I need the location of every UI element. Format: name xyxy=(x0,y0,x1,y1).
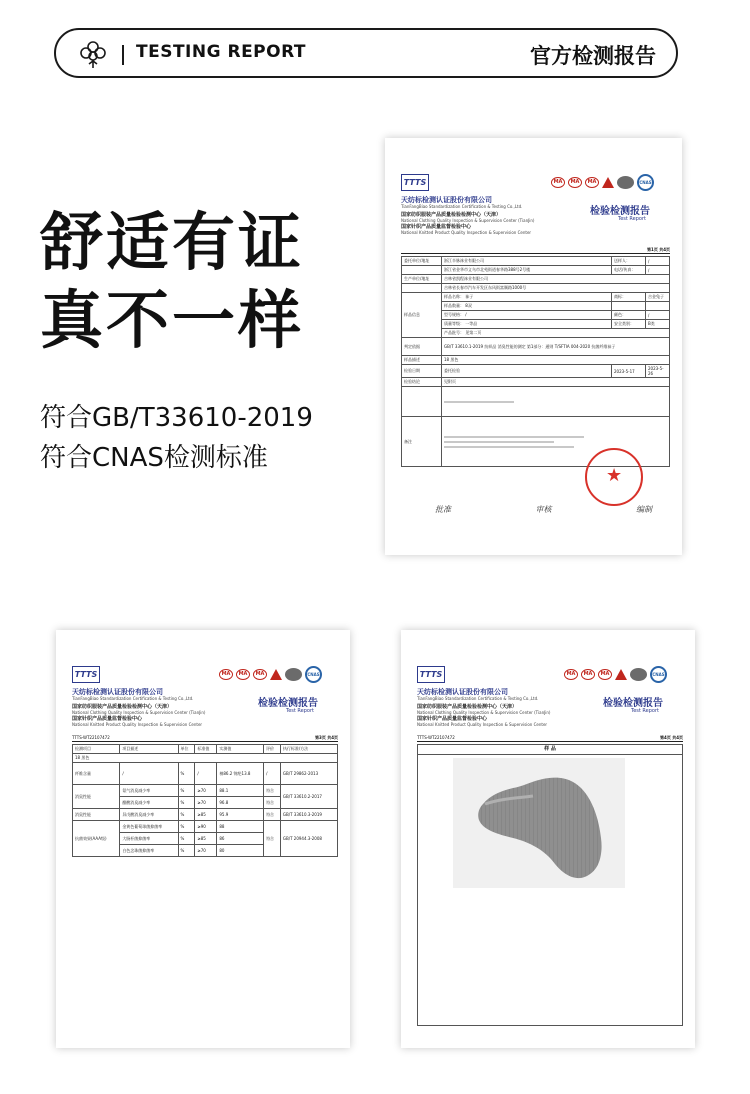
standard-line-1: 符合GB/T33610-2019 xyxy=(40,403,313,433)
signature-prepare: 编制 xyxy=(636,505,652,514)
sample-key: 安全类别： xyxy=(612,320,646,329)
org-center-1-en: National Clothing Quality Inspection & Supervision Center (TianJin) xyxy=(72,710,206,715)
cell-value: 吉林省长春市汽车开发区东风街富顺路1000号 xyxy=(442,284,670,293)
cell-desc: 醋酸消臭减少率 xyxy=(120,797,178,809)
cell-val: 80 xyxy=(217,845,264,857)
org-name-en: TianFangBiao Standardization Certification & Testing Co.,Ltd. xyxy=(417,696,539,701)
cell-label: 委托单位/地址 xyxy=(402,257,442,266)
report-subtitle: Test Report xyxy=(630,708,659,714)
cell-desc: 白色念珠菌抑菌率 xyxy=(120,845,178,857)
sample-key: 样品名称： xyxy=(444,294,464,299)
color-row: 18 黑色 xyxy=(73,754,338,763)
org-name: 天纺标检测认证股份有限公司 xyxy=(72,688,163,696)
ilac-mark-icon xyxy=(285,668,302,681)
cma-mark-icon: MA xyxy=(568,177,582,188)
org-center-1: 国家纺织服装产品质量检验检测中心（天津） xyxy=(401,212,502,218)
result-label: 检验结论 xyxy=(402,378,442,387)
report-letterhead xyxy=(72,666,338,736)
org-center-2: 国家针织产品质量监督检验中心 xyxy=(401,224,472,230)
cell-desc: 氨气消臭减少率 xyxy=(120,785,178,797)
headline-line-1: 舒适有证 xyxy=(40,206,304,279)
org-center-2-en: National Knitted Product Quality Inspection & Supervision Center xyxy=(417,722,548,727)
sample-key: 型号规格： xyxy=(444,312,464,317)
cell-judge: 符合 xyxy=(264,809,281,821)
cma-mark-icon: MA xyxy=(598,669,612,680)
header-divider xyxy=(122,45,124,65)
standard-line-2: 符合CNAS检测标准 xyxy=(40,443,268,473)
org-center-1-en: National Clothing Quality Inspection & Supervision Center (TianJin) xyxy=(417,710,551,715)
standards-text xyxy=(40,398,313,478)
org-center-2-en: National Knitted Product Quality Inspection & Supervision Center xyxy=(401,230,532,235)
cell-unit: % xyxy=(178,821,195,833)
sample-value: 袜子 xyxy=(465,294,474,299)
org-center-1: 国家纺织服装产品质量检验检测中心（天津） xyxy=(72,704,173,710)
ttts-logo: TTTS xyxy=(72,666,100,683)
sample-key: 质量等级： xyxy=(444,321,464,326)
cma-mark-icon: MA xyxy=(585,177,599,188)
conclusion-text xyxy=(442,387,670,417)
report-page-1 xyxy=(385,138,682,555)
sample-key xyxy=(612,302,646,311)
cell-val: 棉86.2 锦纶13.8 xyxy=(217,763,264,785)
report-subtitle: Test Report xyxy=(617,216,646,222)
sock-icon xyxy=(453,758,625,888)
date-start: 2023-5-17 xyxy=(612,365,646,378)
header-bar xyxy=(54,28,678,78)
signature-approve: 批准 xyxy=(435,505,451,514)
cell-item: 消臭性能 xyxy=(73,809,120,821)
date-type: 委托检验 xyxy=(442,365,612,378)
official-seal-icon: ★ xyxy=(585,448,643,506)
remark-label: 备注 xyxy=(402,417,442,467)
cma-mark-icon: MA xyxy=(236,669,250,680)
report-title: 检验检测报告 xyxy=(590,206,650,217)
headline-line-2: 真不一样 xyxy=(40,284,304,357)
cma-mark-icon: MA xyxy=(581,669,595,680)
cell-method: GB/T 29862-2013 xyxy=(280,763,337,785)
col-header: 执行标准/方法 xyxy=(280,745,337,754)
cell-label: 送样人： xyxy=(612,257,646,266)
sample-info-label: 样品信息 xyxy=(402,293,442,338)
page-number: 第3页 共4页 xyxy=(315,735,338,740)
cell-label: 电话/传真： xyxy=(612,266,646,275)
report-page-4 xyxy=(401,630,695,1048)
cell-value: 浙江辛脉袜业有限公司 xyxy=(442,257,612,266)
cell-req: ≥70 xyxy=(195,785,217,797)
cell-val: 88 xyxy=(217,821,264,833)
cell-item: 消臭性能 xyxy=(73,785,120,809)
cnas-mark-icon: CNAS xyxy=(305,666,322,683)
result-value: 见附页 xyxy=(442,378,670,387)
report-page-3 xyxy=(56,630,350,1048)
cma-mark-icon: MA xyxy=(253,669,267,680)
sample-key: 颜色： xyxy=(612,311,646,320)
report-no-bar xyxy=(72,736,338,742)
report-no-bar xyxy=(401,248,670,254)
page-number: 第4页 共4页 xyxy=(660,735,683,740)
redacted-line xyxy=(444,436,584,438)
sample-value: / xyxy=(646,311,670,320)
cell-method: GB/T 33610.2-2017 xyxy=(280,785,337,809)
cell-req: ≥70 xyxy=(195,845,217,857)
report-main-table xyxy=(401,256,670,467)
cal-mark-icon xyxy=(602,177,614,188)
cell-value: / xyxy=(646,266,670,275)
cell-req: ≥85 xyxy=(195,833,217,845)
cell-method: GB/T 20944.3-2008 xyxy=(280,821,337,857)
standard-value: GB/T 33610.1-2019 纺织品 消臭性能的测定 第1部分：通则 T/SFTIA 004-2020 抗菌纤维袜子 xyxy=(442,338,670,356)
sample-key: 产品批号： xyxy=(444,330,464,335)
col-header: 标准值 xyxy=(195,745,217,754)
brand-chinese: 官方检测报告 xyxy=(530,44,656,68)
report-subtitle: Test Report xyxy=(285,708,314,714)
sample-row xyxy=(442,329,670,338)
signature-review: 审核 xyxy=(535,505,552,514)
sample-value: 一等品 xyxy=(465,321,478,326)
cell-req: ≥70 xyxy=(195,797,217,809)
sample-row xyxy=(442,320,612,329)
standard-label: 判定依据 xyxy=(402,338,442,356)
org-center-2-en: National Knitted Product Quality Inspection & Supervision Center xyxy=(72,722,203,727)
org-center-1-en: National Clothing Quality Inspection & Supervision Center (TianJin) xyxy=(401,218,535,223)
cell-req: / xyxy=(195,763,217,785)
cell-val: 96.8 xyxy=(217,797,264,809)
report-number: TTTS-WT22107472 xyxy=(72,735,110,740)
cell-label xyxy=(402,266,442,275)
cell-method: GB/T 33610.3-2019 xyxy=(280,809,337,821)
cell-judge: / xyxy=(264,763,281,785)
sample-value: 见第二页 xyxy=(465,330,482,335)
ilac-mark-icon xyxy=(630,668,647,681)
report-letterhead xyxy=(401,174,670,244)
ttts-logo: TTTS xyxy=(417,666,445,683)
cell-item: 纤维含量 xyxy=(73,763,120,785)
report-letterhead xyxy=(417,666,683,736)
cell-val: 88.1 xyxy=(217,785,264,797)
cell-label: 生产单位/地址 xyxy=(402,275,442,284)
cell-desc: 金黄色葡萄球菌抑菌率 xyxy=(120,821,178,833)
conclusion-label xyxy=(402,387,442,417)
cell-unit: % xyxy=(178,845,195,857)
ilac-mark-icon xyxy=(617,176,634,189)
cell-value: / xyxy=(646,257,670,266)
cell-judge: 符合 xyxy=(264,821,281,857)
cell-val: 95.9 xyxy=(217,809,264,821)
cnas-mark-icon: CNAS xyxy=(650,666,667,683)
sample-section-title: 样 品 xyxy=(418,745,682,755)
cma-mark-icon: MA xyxy=(564,669,578,680)
date-end: 2023-5-26 xyxy=(646,365,670,378)
sample-row xyxy=(442,311,612,320)
cell-desc: / xyxy=(120,763,178,785)
cell-value: 浙江省金华市义乌市北苑街道春华路388号2号楼 xyxy=(442,266,612,275)
certification-marks xyxy=(564,666,667,683)
cnas-mark-icon: CNAS xyxy=(637,174,654,191)
report-title: 检验检测报告 xyxy=(603,698,663,709)
cell-unit: % xyxy=(178,785,195,797)
date-label: 检验日期 xyxy=(402,365,442,378)
sample-key: 样品数量： xyxy=(444,303,464,308)
certification-marks xyxy=(551,174,654,191)
ttts-logo: TTTS xyxy=(401,174,429,191)
cma-mark-icon: MA xyxy=(219,669,233,680)
col-header: 评价 xyxy=(264,745,281,754)
brand-english: TESTING REPORT xyxy=(136,42,307,62)
color-value: 18 黑色 xyxy=(442,356,670,365)
cal-mark-icon xyxy=(615,669,627,680)
cell-judge: 符合 xyxy=(264,797,281,809)
cal-mark-icon xyxy=(270,669,282,680)
sample-value: / xyxy=(465,312,467,317)
cell-unit: % xyxy=(178,763,195,785)
cell-req: ≥85 xyxy=(195,809,217,821)
sample-value: 吉金兔子 xyxy=(646,293,670,302)
col-header: 检测项目 xyxy=(73,745,120,754)
report-title: 检验检测报告 xyxy=(258,698,318,709)
cma-mark-icon: MA xyxy=(551,177,565,188)
sample-row xyxy=(442,293,612,302)
color-label: 样品描述 xyxy=(402,356,442,365)
col-header: 项目描述 xyxy=(120,745,178,754)
redacted-line xyxy=(444,446,574,448)
page-number: 第1页 共4页 xyxy=(647,247,670,252)
cell-req: ≥90 xyxy=(195,821,217,833)
cell-val: 86 xyxy=(217,833,264,845)
sample-row xyxy=(442,302,612,311)
cell-unit: % xyxy=(178,833,195,845)
org-center-2: 国家针织产品质量监督检验中心 xyxy=(417,716,488,722)
col-header: 实测值 xyxy=(217,745,264,754)
report-no-bar xyxy=(417,736,683,742)
org-name: 天纺标检测认证股份有限公司 xyxy=(401,196,492,204)
sample-value: 8双 xyxy=(465,303,472,308)
org-center-1: 国家纺织服装产品质量检验检测中心（天津） xyxy=(417,704,518,710)
sample-value: B类 xyxy=(646,320,670,329)
org-center-2: 国家针织产品质量监督检验中心 xyxy=(72,716,143,722)
signature-row xyxy=(435,504,652,515)
sample-key: 商标： xyxy=(612,293,646,302)
headline xyxy=(40,204,304,360)
sample-value xyxy=(646,302,670,311)
cell-item: 抗菌效果(AAA级) xyxy=(73,821,120,857)
cell-label xyxy=(402,284,442,293)
col-header: 单位 xyxy=(178,745,195,754)
redacted-line xyxy=(444,441,554,443)
cell-judge: 符合 xyxy=(264,785,281,797)
cell-desc: 异戊酸消臭减少率 xyxy=(120,809,178,821)
cotton-flower-icon xyxy=(78,39,108,69)
report-number: TTTS-WT22107472 xyxy=(417,735,455,740)
cell-value: 吉林省凯程袜业有限公司 xyxy=(442,275,670,284)
results-table xyxy=(72,744,338,857)
sock-photo xyxy=(453,758,625,888)
certification-marks xyxy=(219,666,322,683)
org-name-en: TianFangBiao Standardization Certification & Testing Co.,Ltd. xyxy=(401,204,523,209)
org-name: 天纺标检测认证股份有限公司 xyxy=(417,688,508,696)
cell-unit: % xyxy=(178,797,195,809)
cell-unit: % xyxy=(178,809,195,821)
redacted-line xyxy=(444,401,514,403)
org-name-en: TianFangBiao Standardization Certification & Testing Co.,Ltd. xyxy=(72,696,194,701)
cell-desc: 大肠杆菌抑菌率 xyxy=(120,833,178,845)
